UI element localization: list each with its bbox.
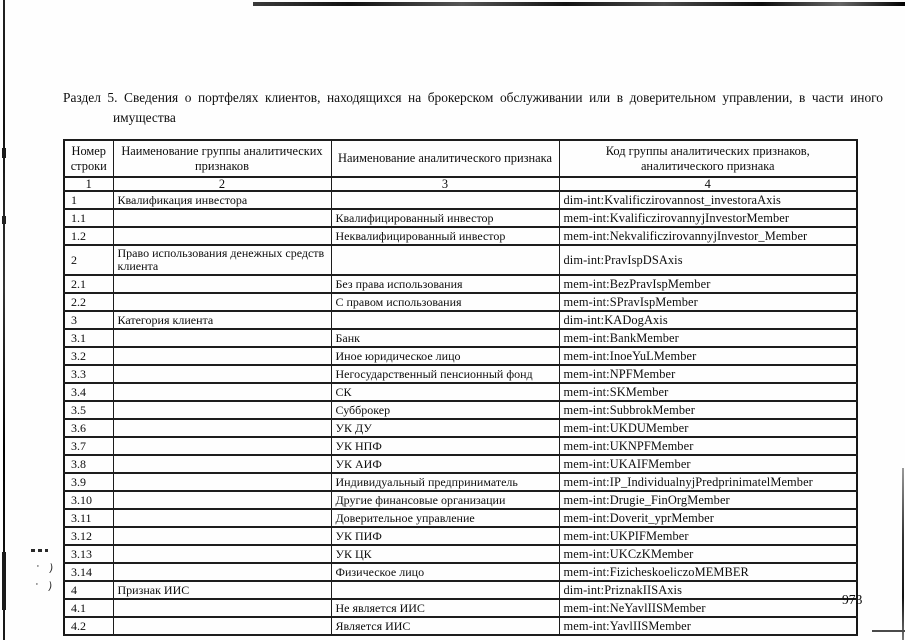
- row-number-cell: 3.14: [64, 563, 113, 581]
- group-name-cell: [113, 491, 331, 509]
- group-name-cell: [113, 527, 331, 545]
- group-name-cell: [113, 401, 331, 419]
- group-name-cell: [113, 209, 331, 227]
- header-group-name: Наименование группы аналитических признаков: [113, 140, 331, 177]
- row-number-cell: 3.7: [64, 437, 113, 455]
- row-number-cell: 2: [64, 245, 113, 275]
- code-cell: mem-int:IP_IndividualnyjPredprinimatelMember: [559, 473, 857, 491]
- table-row: [64, 311, 857, 329]
- group-name-cell: [113, 473, 331, 491]
- row-number-cell: 3.8: [64, 455, 113, 473]
- group-name-cell: [113, 599, 331, 617]
- group-name-cell: Признак ИИС: [113, 581, 331, 599]
- code-cell: mem-int:InoeYuLMember: [559, 347, 857, 365]
- row-number-cell: 1: [64, 191, 113, 209]
- group-name-cell: [113, 563, 331, 581]
- table-row: [64, 227, 857, 245]
- attribute-name-cell: УК НПФ: [331, 437, 559, 455]
- code-cell: mem-int:UKDUMember: [559, 419, 857, 437]
- pen-mark: [35, 560, 57, 576]
- code-cell: mem-int:Doverit_yprMember: [559, 509, 857, 527]
- attribute-name-cell: [331, 191, 559, 209]
- row-number-cell: 3.4: [64, 383, 113, 401]
- scan-artifact-top-edge: [253, 2, 905, 6]
- table-row: [64, 191, 857, 209]
- scan-artifact-left-blob: [2, 216, 6, 224]
- group-name-cell: [113, 419, 331, 437]
- code-cell: mem-int:SKMember: [559, 383, 857, 401]
- scan-artifact-right-edge: [902, 468, 904, 640]
- table-row: [64, 245, 857, 275]
- code-cell: mem-int:UKAIFMember: [559, 455, 857, 473]
- column-number-cell: 3: [331, 177, 559, 191]
- attribute-name-cell: Не является ИИС: [331, 599, 559, 617]
- row-number-cell: 3.1: [64, 329, 113, 347]
- row-number-cell: 4.1: [64, 599, 113, 617]
- attribute-name-cell: Негосударственный пенсионный фонд: [331, 365, 559, 383]
- page-number: 973: [842, 592, 863, 607]
- code-cell: mem-int:SubbrokMember: [559, 401, 857, 419]
- group-name-cell: [113, 227, 331, 245]
- row-number-cell: 4.2: [64, 617, 113, 635]
- table-row: [64, 275, 857, 293]
- attribute-name-cell: УК ПИФ: [331, 527, 559, 545]
- table-row: [64, 383, 857, 401]
- code-cell: mem-int:NekvalificzirovannyjInvestor_Member: [559, 227, 857, 245]
- code-cell: mem-int:NPFMember: [559, 365, 857, 383]
- code-cell: mem-int:UKNPFMember: [559, 437, 857, 455]
- attribute-name-cell: УК ЦК: [331, 545, 559, 563]
- table-header-row: [64, 140, 857, 177]
- pen-mark: [31, 549, 48, 552]
- header-attribute-name: Наименование аналитического признака: [331, 140, 559, 177]
- attribute-name-cell: Квалифицированный инвестор: [331, 209, 559, 227]
- attribute-name-cell: Индивидуальный предприниматель: [331, 473, 559, 491]
- analytical-attributes-table: [63, 139, 858, 636]
- attribute-name-cell: Неквалифицированный инвестор: [331, 227, 559, 245]
- code-cell: mem-int:SPravIspMember: [559, 293, 857, 311]
- scan-artifact-left-blob: [2, 552, 6, 610]
- row-number-cell: 3.3: [64, 365, 113, 383]
- attribute-name-cell: Субброкер: [331, 401, 559, 419]
- section-title-line1: Раздел 5. Сведения о портфелях клиентов, находящихся на брокерском обслуживании или в доверительном управлении, в части иного: [63, 90, 883, 105]
- attribute-name-cell: Доверительное управление: [331, 509, 559, 527]
- attribute-name-cell: [331, 311, 559, 329]
- table-row: [64, 527, 857, 545]
- table-row: [64, 419, 857, 437]
- table-row: [64, 599, 857, 617]
- code-cell: dim-int:PravIspDSAxis: [559, 245, 857, 275]
- code-cell: mem-int:BankMember: [559, 329, 857, 347]
- attribute-name-cell: [331, 581, 559, 599]
- table-row: [64, 509, 857, 527]
- section-title: [63, 88, 883, 128]
- scan-artifact-left-edge: [3, 0, 5, 640]
- row-number-cell: 2.2: [64, 293, 113, 311]
- table-row: [64, 545, 857, 563]
- code-cell: dim-int:Kvalificzirovannost_investoraAxis: [559, 191, 857, 209]
- row-number-cell: 4: [64, 581, 113, 599]
- attribute-name-cell: Банк: [331, 329, 559, 347]
- table-row: [64, 329, 857, 347]
- table-row: [64, 437, 857, 455]
- code-cell: dim-int:KADogAxis: [559, 311, 857, 329]
- column-number-cell: 2: [113, 177, 331, 191]
- table-row: [64, 293, 857, 311]
- header-code: Код группы аналитических признаков, аналитического признака: [559, 140, 857, 177]
- scan-artifact-bottom-edge: [872, 630, 905, 632]
- group-name-cell: [113, 275, 331, 293]
- attribute-name-cell: Иное юридическое лицо: [331, 347, 559, 365]
- group-name-cell: [113, 365, 331, 383]
- column-number-cell: 1: [64, 177, 113, 191]
- table-row: [64, 473, 857, 491]
- table-row: [64, 209, 857, 227]
- group-name-cell: [113, 383, 331, 401]
- code-cell: mem-int:YavlIISMember: [559, 617, 857, 635]
- table-body: [64, 191, 857, 635]
- row-number-cell: 3.12: [64, 527, 113, 545]
- attribute-name-cell: Физическое лицо: [331, 563, 559, 581]
- table-row: [64, 401, 857, 419]
- row-number-cell: 3.5: [64, 401, 113, 419]
- table-row: [64, 347, 857, 365]
- code-cell: mem-int:KvalificzirovannyjInvestorMember: [559, 209, 857, 227]
- attribute-name-cell: [331, 245, 559, 275]
- attribute-name-cell: Без права использования: [331, 275, 559, 293]
- attribute-name-cell: С правом использования: [331, 293, 559, 311]
- header-row-number: Номер строки: [64, 140, 113, 177]
- section-title-line2: имущества: [113, 110, 176, 125]
- row-number-cell: 3.9: [64, 473, 113, 491]
- row-number-cell: 3.2: [64, 347, 113, 365]
- row-number-cell: 3.11: [64, 509, 113, 527]
- attribute-name-cell: Является ИИС: [331, 617, 559, 635]
- attribute-name-cell: УК ДУ: [331, 419, 559, 437]
- group-name-cell: [113, 509, 331, 527]
- table-row: [64, 563, 857, 581]
- group-name-cell: Категория клиента: [113, 311, 331, 329]
- group-name-cell: [113, 617, 331, 635]
- row-number-cell: 3: [64, 311, 113, 329]
- margin-pen-marks: [28, 546, 58, 606]
- group-name-cell: [113, 293, 331, 311]
- group-name-cell: [113, 545, 331, 563]
- row-number-cell: 1.1: [64, 209, 113, 227]
- row-number-cell: 2.1: [64, 275, 113, 293]
- code-cell: mem-int:NeYavlIISMember: [559, 599, 857, 617]
- table-row: [64, 617, 857, 635]
- attribute-name-cell: УК АИФ: [331, 455, 559, 473]
- code-cell: mem-int:Drugie_FinOrgMember: [559, 491, 857, 509]
- scan-artifact-left-blob: [2, 148, 6, 158]
- code-cell: mem-int:FizicheskoeliczoMEMBER: [559, 563, 857, 581]
- row-number-cell: 3.10: [64, 491, 113, 509]
- attribute-name-cell: СК: [331, 383, 559, 401]
- table-row: [64, 365, 857, 383]
- column-number-cell: 4: [559, 177, 857, 191]
- table-row: [64, 491, 857, 509]
- group-name-cell: [113, 347, 331, 365]
- column-number-row: [64, 177, 857, 191]
- row-number-cell: 3.6: [64, 419, 113, 437]
- group-name-cell: Право использования денежных средств клиента: [113, 245, 331, 275]
- code-cell: mem-int:BezPravIspMember: [559, 275, 857, 293]
- code-cell: mem-int:UKCzKMember: [559, 545, 857, 563]
- row-number-cell: 3.13: [64, 545, 113, 563]
- code-cell: dim-int:PriznakIISAxis: [559, 581, 857, 599]
- group-name-cell: [113, 329, 331, 347]
- table-row: [64, 455, 857, 473]
- group-name-cell: [113, 455, 331, 473]
- group-name-cell: Квалификация инвестора: [113, 191, 331, 209]
- pen-mark: [34, 578, 56, 594]
- group-name-cell: [113, 437, 331, 455]
- attribute-name-cell: Другие финансовые организации: [331, 491, 559, 509]
- code-cell: mem-int:UKPIFMember: [559, 527, 857, 545]
- row-number-cell: 1.2: [64, 227, 113, 245]
- table-row: [64, 581, 857, 599]
